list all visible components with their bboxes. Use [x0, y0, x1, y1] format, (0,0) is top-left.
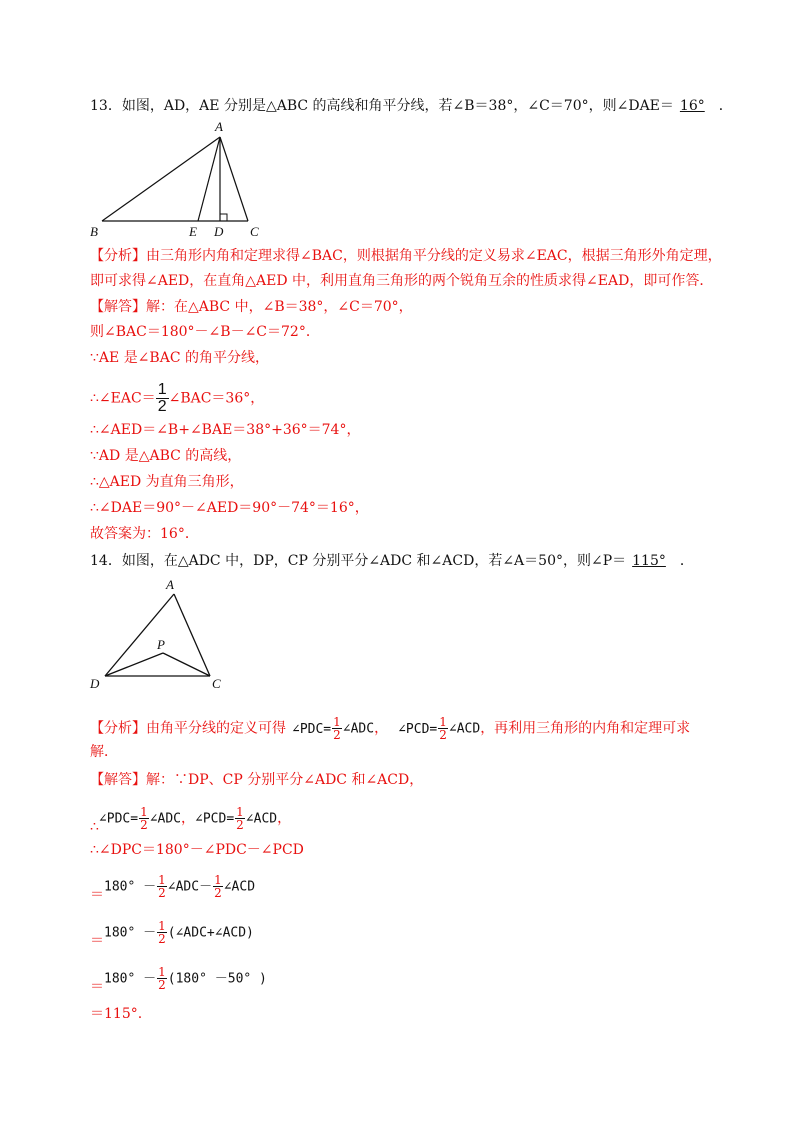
- q14-step-3: ＝180° － $\frac{1}{2}$ (180° －50° ): [90, 965, 267, 995]
- label-a: A: [215, 119, 223, 134]
- q14-solution-tag: 【解答】: [90, 772, 146, 788]
- q14-step-1: ＝180° － $\frac{1}{2}$ ∠ADC－ $\frac{1}{2}$ ∠ACD: [90, 873, 256, 903]
- fraction-half: $\frac{1}{2}$: [214, 873, 222, 900]
- q14-analysis-end: 解．: [90, 744, 118, 760]
- fraction-half: $\frac{1}{2}$: [158, 919, 166, 946]
- label-e: E: [189, 224, 197, 238]
- fraction-half: $\frac{1}{2}$: [236, 805, 244, 832]
- q13-solution-tag: 【解答】: [90, 299, 146, 315]
- q13-solution-5: ∴∠AED＝∠B+∠BAE＝38°+36°＝74°，: [90, 422, 361, 438]
- q14-solution-3: ∴∠DPC＝180°－∠PDC－∠PCD: [90, 842, 304, 858]
- q13-question: [90, 96, 733, 116]
- q14-final: ＝115°.: [90, 1006, 143, 1022]
- q13-solution-1: 【解答】解：在△ABC 中，∠B＝38°，∠C＝70°，: [90, 299, 413, 315]
- label-a: A: [166, 577, 174, 592]
- q13-analysis-1: 【分析】由三角形内角和定理求得∠BAC，则根据角平分线的定义易求∠EAC，根据三角形外角定理，: [90, 248, 722, 264]
- fraction-half: $\frac{1}{2}$: [439, 715, 447, 742]
- fraction-half: $\frac{1}{2}$: [158, 873, 166, 900]
- q13-solution-8: ∴∠DAE＝90°－∠AED＝90°－74°＝16°，: [90, 500, 369, 516]
- q14-end: ．: [679, 553, 694, 569]
- bisector-cp: [163, 653, 210, 676]
- q13-text: 如图，AD，AE 分别是△ABC 的高线和角平分线，若∠B＝38°，∠C＝70°，则∠DAE＝: [121, 98, 674, 114]
- label-p: P: [157, 637, 165, 652]
- side-ac: [174, 594, 210, 676]
- q13-answer: 16°: [679, 98, 705, 114]
- q13-analysis-2: 即可求得∠AED，在直角△AED 中，利用直角三角形的两个锐角互余的性质求得∠EAD，即可作答．: [90, 273, 714, 289]
- q14-question: [90, 551, 694, 571]
- right-angle-mark: [220, 214, 227, 221]
- label-d: D: [214, 224, 224, 238]
- q13-number: 13．: [90, 98, 122, 114]
- q13-solution-2: 则∠BAC＝180°－∠B－∠C＝72°．: [90, 324, 320, 340]
- fraction-half: $\frac{1}{2}$: [333, 715, 341, 742]
- q14-triangle-figure: [86, 574, 236, 692]
- q13-solution-3: ∵AE 是∠BAC 的角平分线，: [90, 350, 269, 366]
- label-c: C: [250, 224, 259, 238]
- q14-analysis: 【分析】由角平分线的定义可得 ∠PDC= $\frac{1}{2}$ ∠ADC， ∠PCD= $\frac{1}{2}$ ∠ACD，再利用三角形的内角和定理可求: [90, 715, 691, 742]
- q13-solution-9: 故答案为：16°．: [90, 526, 199, 542]
- q13-triangle-figure: [86, 118, 286, 238]
- bisector-dp: [105, 653, 163, 676]
- q14-number: 14．: [90, 553, 122, 569]
- side-ba: [102, 137, 220, 221]
- side-ac: [220, 137, 248, 221]
- q14-solution-1: 【解答】解：∵DP、CP 分别平分∠ADC 和∠ACD，: [90, 772, 424, 788]
- side-da: [105, 594, 174, 676]
- q14-analysis-tag: 【分析】: [90, 720, 146, 737]
- fraction-half: $\frac{1}{2}$: [140, 805, 148, 832]
- fraction-half: $\frac{1}{2}$: [157, 381, 167, 415]
- q14-step-2: ＝180° － $\frac{1}{2}$ (∠ADC+∠ACD): [90, 919, 254, 949]
- q14-text: 如图，在△ADC 中，DP，CP 分别平分∠ADC 和∠ACD，若∠A＝50°，则∠P＝: [121, 553, 627, 569]
- fraction-half: $\frac{1}{2}$: [158, 965, 166, 992]
- q13-solution-4: ∴∠EAC＝ $\frac{1}{2}$ ∠BAC＝36°，: [90, 381, 265, 415]
- label-d: D: [90, 676, 100, 691]
- q13-end: ．: [718, 98, 733, 114]
- q13-analysis-tag: 【分析】: [90, 248, 146, 264]
- q14-solution-2: ∴∠PDC= $\frac{1}{2}$ ∠ADC，∠PCD= $\frac{1}{2}$ ∠ACD，: [90, 805, 292, 835]
- label-c: C: [212, 676, 221, 691]
- q14-answer: 115°: [632, 553, 666, 569]
- label-b: B: [90, 224, 98, 238]
- q13-solution-7: ∴△AED 为直角三角形，: [90, 474, 244, 490]
- q13-solution-6: ∵AD 是△ABC 的高线，: [90, 448, 242, 464]
